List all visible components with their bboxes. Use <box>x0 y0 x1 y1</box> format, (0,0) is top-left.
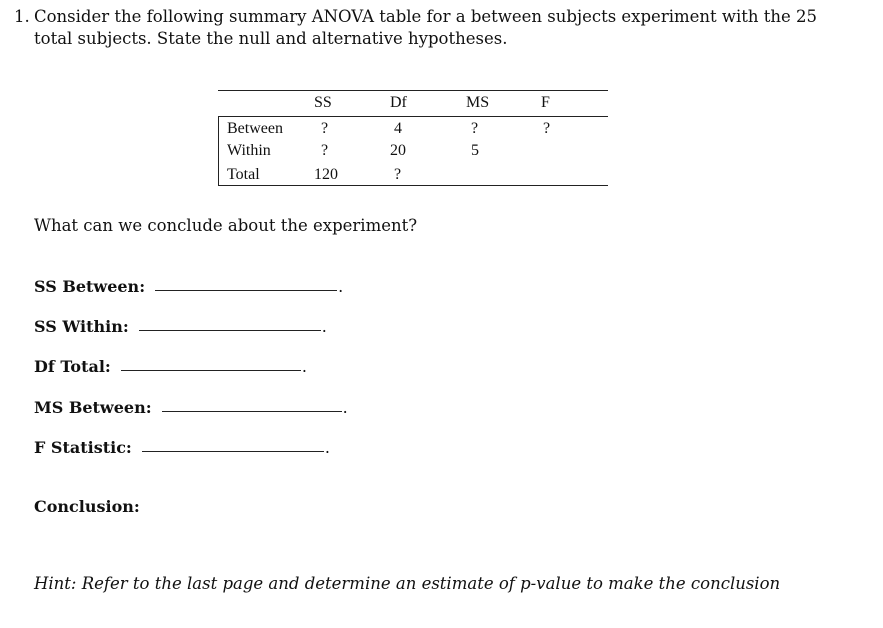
row-within-ms: 5 <box>471 142 479 159</box>
question-line-1 <box>14 6 864 28</box>
ss-between-field <box>34 274 343 296</box>
table-header-rule <box>218 116 608 117</box>
row-between-source: Between <box>227 120 283 137</box>
f-statistic-period: . <box>324 438 330 457</box>
ss-within-blank[interactable] <box>139 329 321 331</box>
header-f: F <box>541 94 550 111</box>
anova-table <box>218 90 608 186</box>
row-within-source: Within <box>227 142 271 159</box>
ss-between-blank[interactable] <box>155 289 337 291</box>
ms-between-field <box>34 395 348 417</box>
ms-between-period: . <box>342 398 348 417</box>
row-between-df: 4 <box>394 120 402 137</box>
df-total-period: . <box>301 357 307 376</box>
row-total-source: Total <box>227 166 260 183</box>
conclude-question: What can we conclude about the experiment? <box>34 216 418 235</box>
f-statistic-field <box>34 435 330 457</box>
question-text-line-2: total subjects. State the null and alternative hypotheses. <box>34 29 508 48</box>
conclusion-label: Conclusion: <box>34 497 140 516</box>
question-text-line-1: Consider the following summary ANOVA table for a between subjects experiment with the 25 <box>34 7 818 26</box>
conclusion-field <box>34 494 140 516</box>
row-total-df: ? <box>394 166 402 183</box>
ss-between-period: . <box>338 277 344 296</box>
row-total-ss: 120 <box>314 166 338 183</box>
f-statistic-label: F Statistic: <box>34 438 132 457</box>
row-within-ss: ? <box>321 142 329 159</box>
table-top-rule <box>218 90 608 91</box>
header-ms: MS <box>466 94 490 111</box>
df-total-label: Df Total: <box>34 357 111 376</box>
table-bottom-rule <box>218 185 608 186</box>
row-between-ss: ? <box>321 120 329 137</box>
ms-between-label: MS Between: <box>34 398 152 417</box>
ss-within-period: . <box>321 317 327 336</box>
ss-between-label: SS Between: <box>34 277 146 296</box>
df-total-blank[interactable] <box>121 369 301 371</box>
question-1 <box>14 6 864 50</box>
hint-text: Hint: Refer to the last page and determine an estimate of p-value to make the conclusion <box>34 574 781 593</box>
ms-between-blank[interactable] <box>162 410 342 412</box>
row-between-ms: ? <box>471 120 479 137</box>
header-df: Df <box>390 94 407 111</box>
row-between-f: ? <box>543 120 551 137</box>
df-total-field <box>34 354 307 376</box>
table-left-rule <box>218 116 219 185</box>
ss-within-label: SS Within: <box>34 317 129 336</box>
question-number: 1. <box>14 7 30 26</box>
ss-within-field <box>34 314 327 336</box>
header-ss: SS <box>314 94 332 111</box>
f-statistic-blank[interactable] <box>142 450 324 452</box>
row-within-df: 20 <box>390 142 406 159</box>
